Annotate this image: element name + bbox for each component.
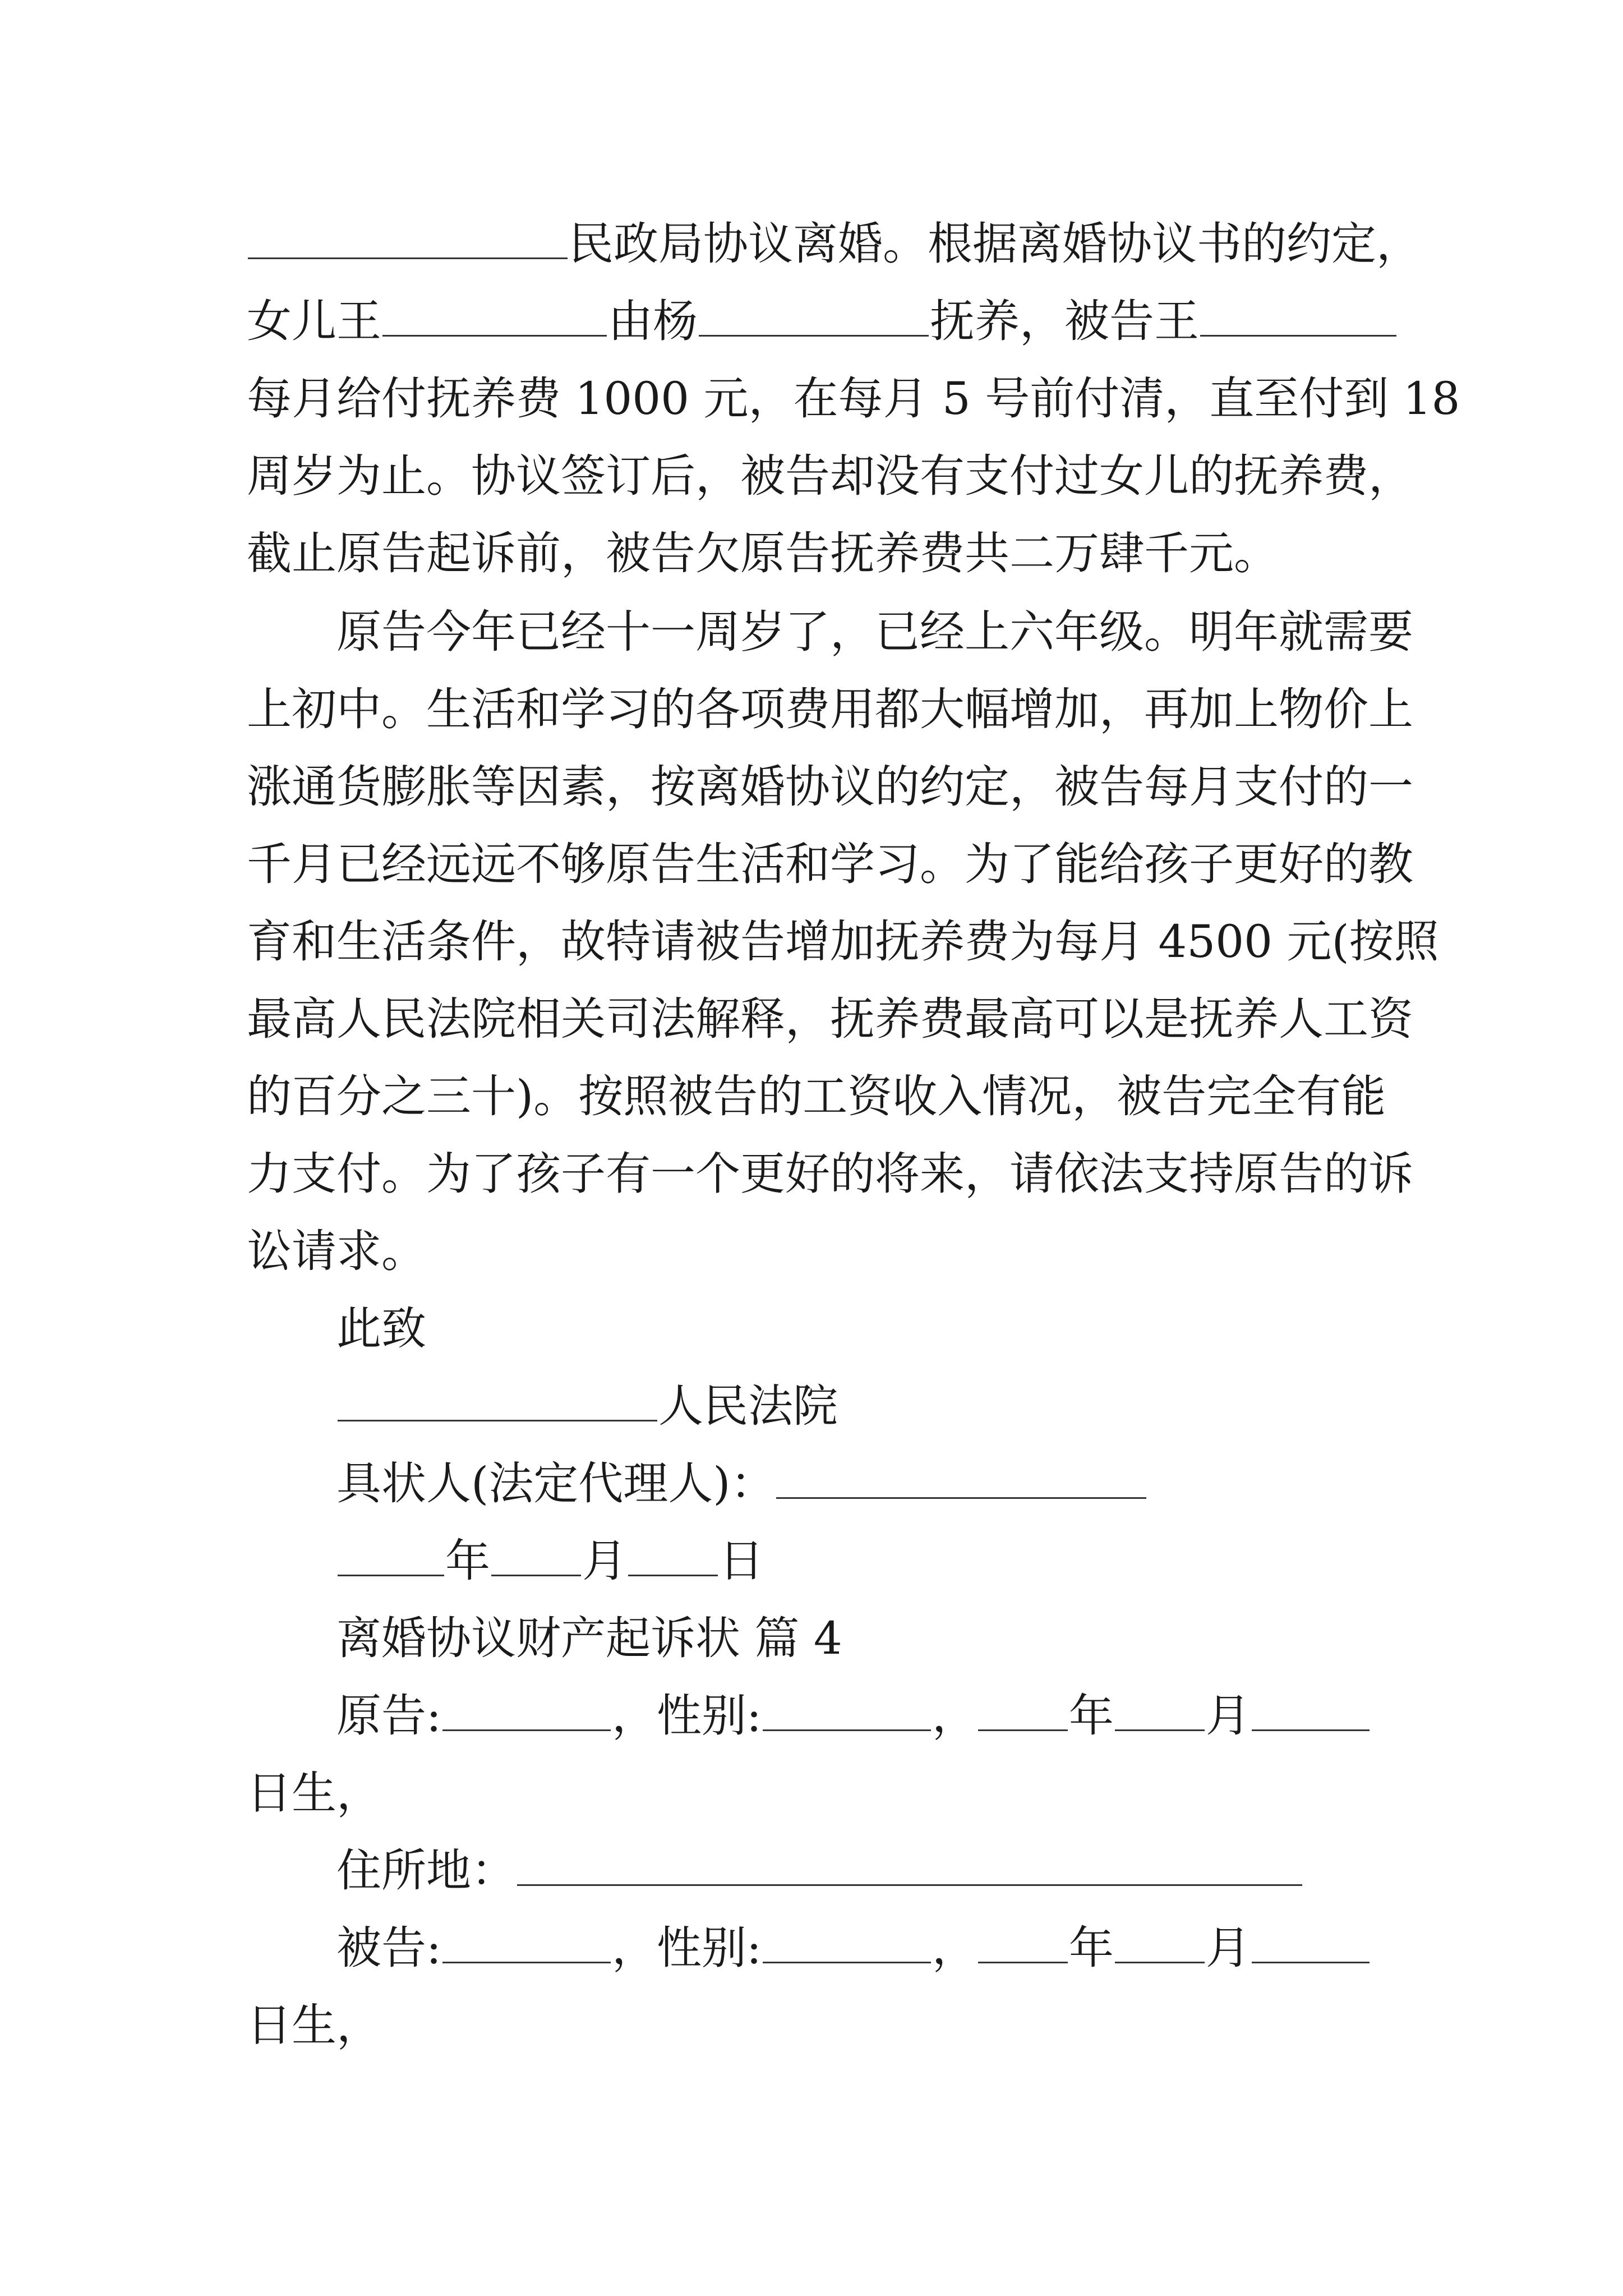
fill-in-blank: [628, 1536, 718, 1576]
text-segment: 具状人(法定代理人)：: [336, 1457, 776, 1510]
text-line: [247, 668, 1413, 752]
text-line: [336, 1906, 1481, 1990]
text-segment: 离婚协议财产起诉状 篇 4: [336, 1612, 842, 1664]
text-line: [336, 1829, 1481, 1913]
fill-in-blank: [442, 1691, 611, 1731]
text-line: [247, 357, 1460, 441]
text-line: [247, 1984, 1391, 2068]
fill-in-blank: [1115, 1924, 1205, 1963]
text-line: [336, 1364, 1481, 1448]
text-segment: 育和生活条件，故特请被告增加抚养费为每月 4500 元(按照: [247, 915, 1439, 968]
text-segment: 月: [582, 1535, 627, 1587]
text-segment: 上初中。生活和学习的各项费用都大幅增加，再加上物价上: [247, 683, 1413, 735]
text-line: [247, 279, 1391, 364]
fill-in-blank: [248, 219, 568, 259]
fill-in-blank: [442, 1924, 611, 1963]
text-line: [247, 1132, 1413, 1216]
text-line: [247, 434, 1413, 518]
text-segment: ，: [932, 1690, 977, 1742]
fill-in-blank: [491, 1536, 581, 1576]
text-segment: 截止原告起诉前，被告欠原告抚养费共二万肆千元。: [247, 527, 1279, 579]
text-line: [336, 1287, 1481, 1371]
text-segment: 每月给付抚养费 1000 元，在每月 5 号前付清，直至付到 18: [247, 372, 1460, 425]
fill-in-blank: [1115, 1691, 1205, 1731]
text-line: [336, 1442, 1481, 1526]
text-line: [247, 900, 1439, 984]
text-line: [247, 822, 1413, 907]
text-segment: ，性别:: [611, 1690, 762, 1742]
text-segment: 力支付。为了孩子有一个更好的将来，请依法支持原告的诉: [247, 1148, 1413, 1200]
fill-in-blank: [382, 297, 607, 337]
text-line: [247, 202, 1421, 286]
fill-in-blank: [978, 1691, 1068, 1731]
fill-in-blank: [1252, 1924, 1370, 1963]
text-segment: 年: [445, 1535, 490, 1587]
text-segment: 的百分之三十)。按照被告的工资收入情况，被告完全有能: [247, 1070, 1386, 1122]
text-segment: 抚养，被告王: [930, 295, 1199, 347]
section-heading: [336, 1596, 1481, 1681]
text-line: [336, 1519, 1481, 1603]
text-segment: 年: [1068, 1922, 1114, 1974]
fill-in-blank: [338, 1382, 657, 1421]
text-line: [336, 1674, 1481, 1758]
text-segment: 日生，: [247, 1999, 381, 2051]
text-segment: 人民法院: [658, 1380, 838, 1432]
text-segment: 被告:: [336, 1922, 441, 1974]
text-segment: 年: [1068, 1690, 1114, 1742]
text-segment: 住所地：: [336, 1844, 516, 1897]
text-segment: 日: [719, 1535, 764, 1587]
fill-in-blank: [978, 1924, 1068, 1963]
text-segment: 涨通货膨胀等因素，按离婚协议的约定，被告每月支付的一: [247, 761, 1413, 813]
text-segment: ，性别:: [611, 1922, 762, 1974]
text-segment: 日生，: [247, 1767, 381, 1819]
text-line: [247, 1751, 1391, 1835]
text-segment: 原告:: [336, 1690, 441, 1742]
text-line: [247, 1055, 1391, 1139]
text-segment: 此致: [336, 1303, 426, 1355]
fill-in-blank: [1252, 1691, 1370, 1731]
fill-in-blank: [699, 297, 929, 337]
fill-in-blank: [776, 1459, 1146, 1499]
fill-in-blank: [1200, 297, 1396, 337]
text-line: [247, 977, 1413, 1061]
text-segment: 讼请求。: [247, 1225, 426, 1277]
text-line: [336, 590, 1481, 674]
text-segment: 千月已经远远不够原告生活和学习。为了能给孩子更好的教: [247, 838, 1413, 890]
text-segment: 月: [1205, 1922, 1251, 1974]
text-line: [247, 745, 1413, 829]
fill-in-blank: [338, 1536, 444, 1576]
text-segment: 最高人民法院相关司法解释，抚养费最高可以是抚养人工资: [247, 993, 1413, 1045]
fill-in-blank: [517, 1846, 1302, 1886]
text-line: [247, 1209, 1391, 1294]
text-segment: ，: [932, 1922, 977, 1974]
text-segment: 由杨: [608, 295, 698, 347]
fill-in-blank: [763, 1691, 931, 1731]
text-segment: 民政局协议离婚。根据离婚协议书的约定，: [569, 218, 1421, 270]
text-segment: 原告今年已经十一周岁了，已经上六年级。明年就需要: [336, 606, 1413, 658]
fill-in-blank: [763, 1924, 931, 1963]
text-segment: 周岁为止。协议签订后，被告却没有支付过女儿的抚养费，: [247, 450, 1413, 502]
text-segment: 月: [1205, 1690, 1251, 1742]
text-segment: 女儿王: [247, 295, 381, 347]
text-line: [247, 512, 1391, 596]
